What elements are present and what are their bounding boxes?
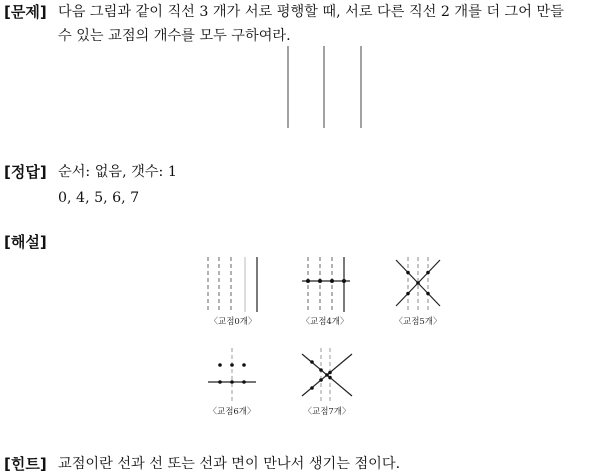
caption-4: 〈교점4개〉 [301,317,349,327]
answer-label: [정답] [4,163,47,181]
intersection-point [406,292,410,296]
intersection-point [406,271,410,275]
intersection-point [306,279,310,283]
intersection-point [416,281,420,285]
intersection-point [319,378,323,382]
intersection-point [426,292,430,296]
three-parallel-lines-figure [280,44,370,130]
intersection-point [318,279,322,283]
caption-7: 〈교점7개〉 [303,407,351,417]
figure-5-intersections [392,254,444,316]
problem-text-line2: 수 있는 교점의 개수를 모두 구하여라. [58,28,291,44]
caption-0: 〈교점0개〉 [209,317,257,327]
hint-text: 교점이란 선과 선 또는 선과 면이 만나서 생기는 점이다. [58,456,401,472]
intersection-point [310,360,314,364]
caption-5: 〈교점5개〉 [394,317,442,327]
intersection-point [218,380,222,384]
intersection-point [330,279,334,283]
figure-7-intersections [298,346,356,404]
intersection-point [325,373,329,377]
intersection-point [310,386,314,390]
answer-text-line2: 0, 4, 5, 6, 7 [58,190,140,206]
explanation-label: [해설] [4,233,47,251]
figure-6-intersections [204,346,260,404]
figure-0-intersections [200,254,266,316]
intersection-point [242,380,246,384]
problem-label: [문제] [4,3,47,21]
intersection-point [426,271,430,275]
figure-4-intersections [298,254,358,316]
intersection-point [342,279,346,283]
intersection-point [230,380,234,384]
point [242,363,246,367]
intersection-point [319,368,323,372]
problem-text-line1: 다음 그림과 같이 직선 3 개가 서로 평행할 때, 서로 다른 직선 2 개를 더 그어 만들 [58,4,564,20]
point [230,363,234,367]
hint-label: [힌트] [4,455,47,473]
point [218,363,222,367]
intersection-point [328,371,332,375]
intersection-point [328,376,332,380]
answer-text-line1: 순서: 없음, 갯수: 1 [58,164,177,180]
caption-6: 〈교점6개〉 [208,407,256,417]
